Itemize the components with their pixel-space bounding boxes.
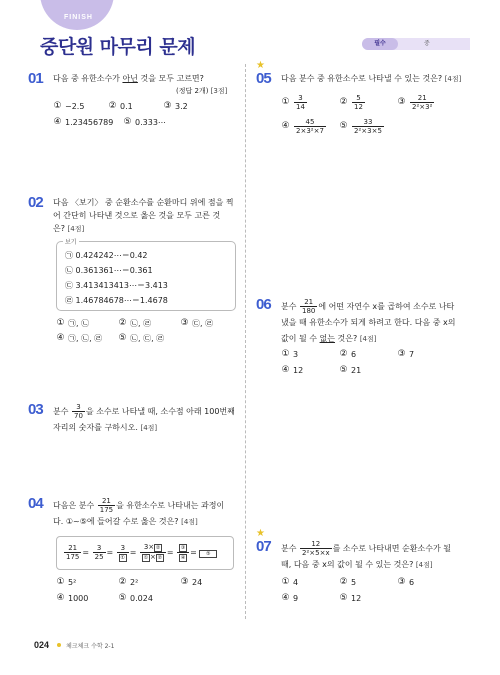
example-item: ㉣ 1.46784678⋯＝1.4̇678̇ [65,296,168,305]
question-text: 다음 분수 중 유한소수로 나타낼 수 있는 것은? [4점] [281,74,462,83]
option-3[interactable]: ③ ㉢, ㉣ [180,318,214,328]
question-7 [256,540,476,620]
column-divider [245,64,246,619]
question-6 [256,298,476,378]
option-2[interactable]: ② 2² [118,577,139,587]
option-3[interactable]: ③ 3.2̇ [163,101,188,111]
footer-dot [57,643,61,647]
option-5[interactable]: ⑤ 12 [339,593,362,603]
question-text: 분수 $\frac{3}{70}$ 을 소수로 나타낼 때, 소수점 아래 100번째 자리의 숫자를 구하시오. [4점] [53,403,235,432]
question-text: 다음은 분수 $\frac{21}{175}$ 을 유한소수로 나타내는 과정이 다. ①~⑤에 들어갈 수로 옳은 것은? [4점] [53,497,225,526]
option-5[interactable]: ⑤ $\frac{33}{\text{2²×3×5}}$ [339,118,382,135]
tab-level: 중 [424,40,430,47]
option-1[interactable]: ① 5² [56,577,77,587]
option-5[interactable]: ⑤ 21 [339,365,362,375]
question-1 [28,72,240,142]
option-2[interactable]: ② ㉡, ㉣ [118,318,152,328]
example-box-label: 보기 [65,239,77,246]
question-note: (정답 2개) [3점] [176,87,228,95]
question-text: 다음 〈보기〉 중 순환소수를 순환마디 위에 점을 찍 어 간단히 나타낸 것으로 옳은 것을 모두 고른 것 은? [4점] [53,198,234,233]
example-box [56,241,236,311]
question-number: 02 [28,194,43,211]
question-4 [28,497,240,537]
option-4[interactable]: ④ 12 [281,365,304,375]
option-1[interactable]: ① $\frac{3}{14}$ [281,94,305,111]
option-1[interactable]: ① −2.5 [53,101,85,111]
option-2[interactable]: ② 6 [339,349,357,359]
option-4[interactable]: ④ 1000 [56,593,89,603]
question-5 [256,72,476,152]
question-text: 다음 중 유한소수가 아닌 것을 모두 고르면? [53,74,204,83]
option-4[interactable]: ④ 1.23456789 [53,117,114,127]
option-5[interactable]: ⑤ 0.024 [118,593,153,603]
option-1[interactable]: ① ㉠, ㉡ [56,318,90,328]
example-item: ㉢ 3.413413413⋯＝3.4̇13̇ [65,281,168,290]
option-3[interactable]: ③ 7 [397,349,415,359]
process-box [56,536,234,570]
option-1[interactable]: ① 4 [281,577,299,587]
example-item: ㉡ 0.361361⋯＝0.3̇61̇ [65,266,153,275]
option-1[interactable]: ① 3 [281,349,299,359]
finish-badge: FINISH [64,14,93,21]
option-4[interactable]: ④ ㉠, ㉡, ㉣ [56,333,103,343]
star-icon: ★ [256,60,265,71]
option-2[interactable]: ② 0.1 [108,101,133,111]
option-4[interactable]: ④ 9 [281,593,299,603]
option-2[interactable]: ② $\frac{5}{12}$ [339,94,363,111]
option-3[interactable]: ③ 6 [397,577,415,587]
page-number: 024 [34,640,50,650]
question-text: 분수 $\frac{21}{180}$ 에 어떤 자연수 x를 곱하여 소수로 나타 냈을 때 유한소수가 되게 하려고 한다. 다음 중 x의 값이 될 수 없는 것은? [4점] [281,298,456,343]
option-3[interactable]: ③ $\frac{21}{\text{2²×3²}}$ [397,94,433,111]
option-5[interactable]: ⑤ ㉡, ㉢, ㉣ [118,333,165,343]
question-number: 06 [256,296,271,313]
question-number: 01 [28,70,43,87]
tab-required: 필수 [362,38,398,50]
option-3[interactable]: ③ 24 [180,577,203,587]
star-icon: ★ [256,528,265,539]
option-5[interactable]: ⑤ 0.333⋯ [123,117,166,127]
question-text: 분수 $\frac{12}{\text{2²×5×x}}$ 를 소수로 나타내면 순환소수가 될 때, 다음 중 x의 값이 될 수 있는 것은? [4점] [281,540,451,569]
option-2[interactable]: ② 5 [339,577,357,587]
question-3 [28,403,240,443]
page-title: 중단원 마무리 문제 [40,36,196,58]
question-number: 04 [28,495,43,512]
question-number: 05 [256,70,271,87]
question-number: 03 [28,401,43,418]
book-title: 체크체크 수학 2-1 [66,643,115,650]
example-item: ㉠ 0.424242⋯＝0.4̇2̇ [65,251,148,260]
option-4[interactable]: ④ $\frac{45}{\text{2×3²×7}}$ [281,118,324,135]
process-equation: $\frac{21}{175}$ = $\frac{3}{25}$ = $\frac{3}{\text{①}}$ = $\frac{\text{3× ②}}{\text{① × ②}}$ = $\frac{\text{③}}{\text{④}}$ = ⑤ [63,543,217,562]
question-number: 07 [256,538,271,555]
